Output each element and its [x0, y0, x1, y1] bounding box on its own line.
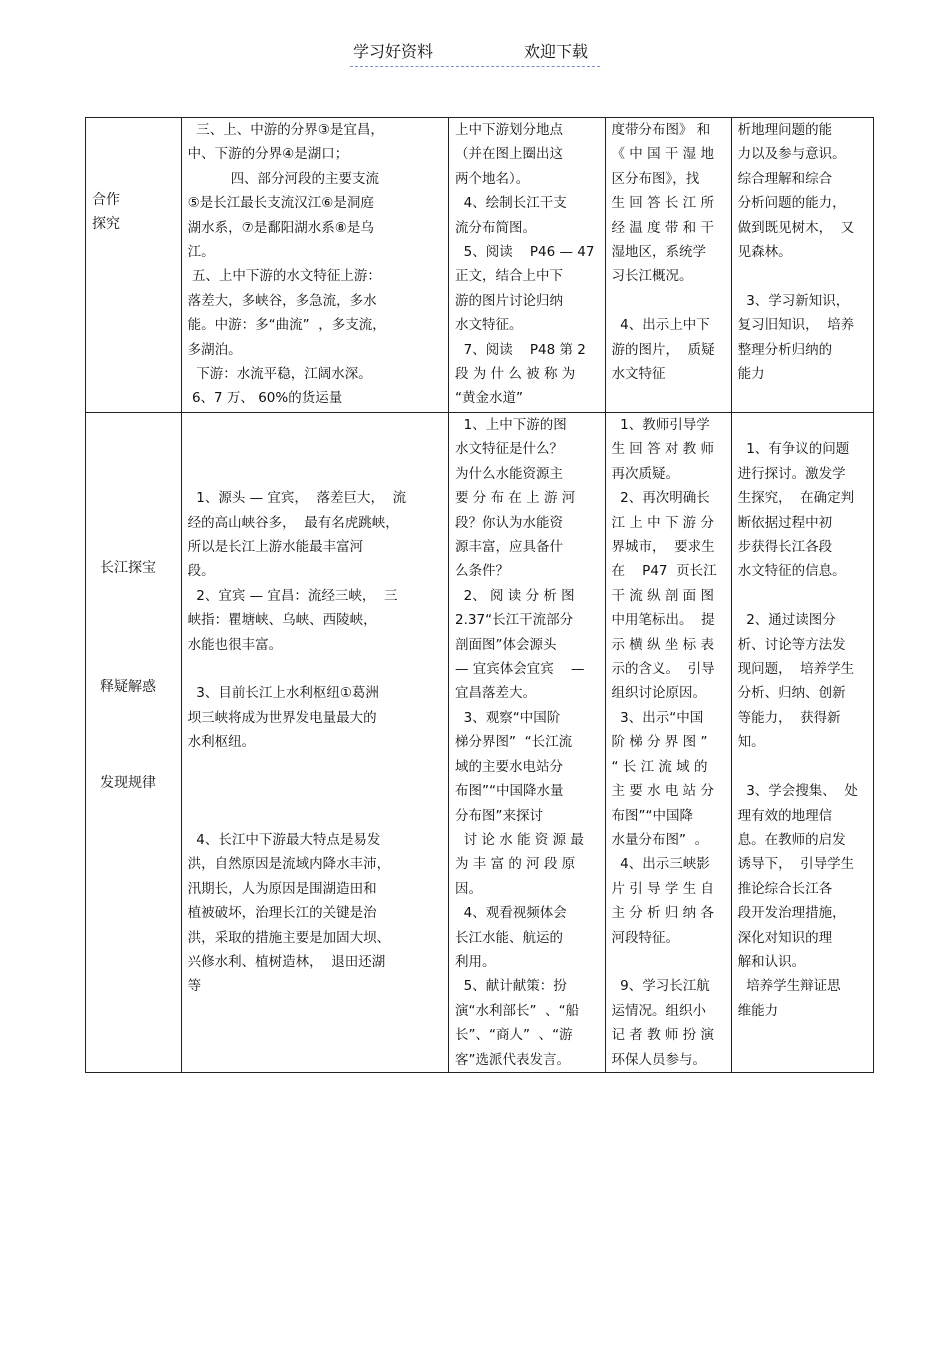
header-left-text: 学习好资料 — [353, 42, 434, 61]
cell-text-line: 诱导下， 引导学生 — [737, 856, 855, 873]
cell-text-line: 源丰富，应具备什 — [455, 539, 564, 556]
cell-text-line: 梯分界图” “长江流 — [455, 734, 573, 751]
cell-text-line: 段 为 什 么 被 称 为 — [455, 366, 576, 383]
cell-text-line: 进行探讨。激发学 — [737, 465, 846, 482]
cell-text-line: （并在图上圈出这 — [455, 146, 564, 163]
cell-text-line: 多湖泊。 — [187, 341, 242, 358]
cell-text-line: 生探究， 在确定判 — [737, 490, 855, 507]
row2-label-treasure: 长江探宝 — [100, 560, 156, 576]
cell-text-line: 利用。 — [455, 953, 496, 970]
cell-text-line: 为 丰 富 的 河 段 原 — [455, 856, 576, 873]
cell-text-line: 阶 梯 分 界 图 ” — [611, 734, 708, 751]
cell-text-line: 游的图片， 质疑 — [611, 341, 715, 358]
cell-text-line: 分析、归纳、创新 — [737, 685, 846, 702]
row1-student-activity-cell — [449, 118, 606, 413]
cell-text-line: 经 温 度 带 和 干 — [611, 219, 714, 236]
cell-text-line: 生 回 答 对 教 师 — [611, 441, 714, 458]
cell-text-line: 5、献计献策：扮 — [455, 978, 567, 995]
cell-text-line: 为什么水能资源主 — [455, 465, 564, 482]
cell-text-line: 力以及参与意识。 — [737, 146, 846, 163]
cell-text-line: 1、有争议的问题 — [737, 441, 850, 458]
cell-text-line: 解和认识。 — [737, 953, 806, 970]
cell-text-line — [188, 804, 442, 828]
cell-text-line: 3、观察“中国阶 — [455, 709, 561, 726]
cell-text-line: 4、出示三峡影 — [611, 856, 710, 873]
cell-text-line: 水利枢纽。 — [187, 734, 256, 751]
cell-text-line: 深化对知识的理 — [737, 929, 833, 946]
cell-text-line: 复习旧知识， 培养 — [737, 317, 855, 334]
row2-design-intent-cell — [731, 413, 873, 1073]
cell-text-line — [188, 413, 442, 437]
cell-text-line: 现问题， 培养学生 — [737, 661, 855, 678]
cell-text-line: 维能力 — [737, 1002, 779, 1019]
cell-text-line: 知。 — [737, 734, 765, 751]
cell-text-line — [738, 413, 867, 437]
cell-text-line: 组织讨论原因。 — [611, 685, 707, 702]
cell-text-line: 水文特征 — [611, 366, 666, 383]
cell-text-line: 讨 论 水 能 资 源 最 — [455, 831, 584, 848]
cell-text-line: 因。 — [455, 880, 483, 897]
cell-text-line: 步获得长江各段 — [737, 539, 833, 556]
cell-text-line: 1、源头 — 宜宾， 落差巨大， 流 — [187, 490, 407, 507]
cell-text-line: 客”选派代表发言。 — [455, 1051, 571, 1068]
cell-text-line: 段？你认为水能资 — [455, 514, 564, 531]
cell-text-line: 湖水系，⑦是鄱阳湖水系⑧是乌 — [187, 219, 374, 236]
cell-text-line: 习长江概况。 — [611, 268, 693, 285]
cell-text-line: 江 上 中 下 游 分 — [611, 514, 714, 531]
cell-text-line: 段开发治理措施， — [737, 905, 846, 922]
cell-text-line: 水量分布图” 。 — [611, 831, 709, 848]
cell-text-line: 6、7 万、 60%的货运量 — [187, 390, 343, 407]
cell-text-line: 三、上、中游的分界③是宜昌， — [187, 122, 384, 138]
cell-text-line — [738, 264, 867, 288]
cell-text-line: 经的高山峡谷多， 最有名虎跳峡， — [187, 514, 399, 531]
header-right-text: 欢迎下载 — [524, 42, 589, 61]
cell-text-line: 1、上中下游的图 — [455, 417, 567, 433]
cell-text-line: 4、出示上中下 — [611, 317, 710, 334]
cell-text-line: 汛期长，人为原因是围湖造田和 — [187, 880, 377, 897]
cell-text-line: 生 回 答 长 江 所 — [611, 195, 714, 212]
cell-text-line: 段。 — [187, 563, 215, 580]
row2-student-activity-cell — [449, 413, 606, 1073]
cell-text-line: 上中下游划分地点 — [455, 122, 564, 138]
cell-text-line: 主 分 析 归 纳 各 — [611, 905, 714, 922]
cell-text-line: “黄金水道” — [455, 390, 524, 407]
cell-text-line — [612, 289, 725, 313]
cell-text-line: 度带分布图》 和 — [611, 122, 711, 138]
cell-text-line: 下游：水流平稳，江阔水深。 — [187, 366, 372, 383]
cell-text-line — [738, 755, 867, 779]
cell-text-line: 2、再次明确长 — [611, 490, 710, 507]
cell-text-line: 要 分 布 在 上 游 河 — [455, 490, 576, 507]
cell-text-line: 2.37“长江干流部分 — [455, 612, 574, 629]
cell-text-line: 分析问题的能力， — [737, 195, 846, 212]
cell-text-line: 见森林。 — [737, 244, 792, 261]
cell-text-line — [612, 950, 725, 974]
cell-text-line: 洪，采取的措施主要是加固大坝、 — [187, 929, 391, 946]
cell-text-line: 剖面图”体会源头 — [455, 636, 557, 653]
cell-text-line: 1、教师引导学 — [611, 417, 710, 433]
cell-text-line: 么条件？ — [455, 563, 510, 580]
row2-teacher-activity-cell — [605, 413, 731, 1073]
cell-text-line: 7、阅读 P48 第 2 — [455, 341, 586, 358]
cell-text-line: 2、 阅 读 分 析 图 — [455, 587, 575, 604]
cell-text-line: 析地理问题的能 — [737, 122, 833, 138]
cell-text-line: 《 中 国 干 湿 地 — [611, 146, 714, 163]
cell-text-line: 等能力， 获得新 — [737, 709, 841, 726]
table-row — [86, 118, 874, 413]
cell-text-line: 水文特征的信息。 — [737, 563, 846, 580]
cell-text-line: 分布图”来探讨 — [455, 807, 544, 824]
cell-text-line: 整理分析归纳的 — [737, 341, 833, 358]
cell-text-line: 兴修水利、植树造林， 退田还湖 — [187, 953, 386, 970]
cell-text-line: 布图”“中国降 — [611, 807, 694, 824]
cell-text-line: 等 — [187, 978, 202, 995]
cell-text-line: 湿地区，系统学 — [611, 244, 707, 261]
cell-text-line: 运情况。组织小 — [611, 1002, 707, 1019]
cell-text-line: 再次质疑。 — [611, 465, 680, 482]
cell-text-line: 4、长江中下游最大特点是易发 — [187, 831, 381, 848]
cell-text-line: 息。在教师的启发 — [737, 831, 846, 848]
cell-text-line: 江。 — [187, 244, 215, 261]
row1-label-line: 合作 — [92, 192, 120, 208]
cell-text-line: 断依据过程中初 — [737, 514, 833, 531]
cell-text-line: ⑤是长江最长支流汉江⑥是洞庭 — [187, 195, 374, 212]
cell-text-line: 游的图片讨论归纳 — [455, 292, 564, 309]
cell-text-line: 坝三峡将成为世界发电量最大的 — [187, 709, 377, 726]
cell-text-line: 中用笔标出。 提 — [611, 612, 715, 629]
cell-text-line: 域的主要水电站分 — [455, 758, 564, 775]
cell-text-line — [188, 437, 442, 461]
cell-text-line: 做到既见树木， 又 — [737, 219, 855, 236]
lesson-plan-table — [85, 117, 874, 1073]
row2-label-rules: 发现规律 — [100, 775, 156, 791]
row1-design-intent-cell — [731, 118, 873, 413]
cell-text-line: — 宜宾体会宜宾 — — [455, 661, 585, 678]
row1-label-cell — [86, 118, 182, 413]
cell-text-line: 界城市， 要求生 — [611, 539, 715, 556]
cell-text-line: 洪，自然原因是流域内降水丰沛， — [187, 856, 391, 873]
cell-text-line — [738, 584, 867, 608]
cell-text-line: 示 横 纵 坐 标 表 — [611, 636, 714, 653]
cell-text-line: 析、讨论等方法发 — [737, 636, 846, 653]
cell-text-line: 综合理解和综合 — [737, 170, 833, 187]
cell-text-line — [188, 779, 442, 803]
cell-text-line — [188, 462, 442, 486]
cell-text-line: 在 P47 页长江 — [611, 563, 717, 580]
cell-text-line: 9、学习长江航 — [611, 978, 710, 995]
cell-text-line: 五、上中下游的水文特征上游： — [187, 268, 381, 285]
cell-text-line: 河段特征。 — [611, 929, 680, 946]
cell-text-line: 宜昌落差大。 — [455, 685, 537, 702]
cell-text-line: 区分布图》，找 — [611, 170, 700, 187]
cell-text-line: 能。中游：多“曲流” ，多支流， — [187, 317, 386, 334]
cell-text-line: 落差大，多峡谷，多急流，多水 — [187, 292, 377, 309]
cell-text-line: 植被破坏，治理长江的关键是治 — [187, 905, 377, 922]
cell-text-line: 培养学生辩证思 — [737, 978, 841, 995]
cell-text-line: 布图”“中国降水量 — [455, 783, 564, 800]
cell-text-line: 中、下游的分界④是湖口； — [187, 146, 349, 163]
cell-text-line: 3、学习新知识， — [737, 292, 850, 309]
cell-text-line: 环保人员参与。 — [611, 1051, 707, 1068]
cell-text-line: 长”、“商人” 、“游 — [455, 1027, 573, 1044]
cell-text-line: 峡指：瞿塘峡、乌峡、西陵峡， — [187, 612, 377, 629]
cell-text-line: 4、绘制长江干支 — [455, 195, 567, 212]
row1-teacher-activity-cell — [605, 118, 731, 413]
cell-text-line: 主 要 水 电 站 分 — [611, 783, 714, 800]
cell-text-line: 流分布简图。 — [455, 219, 537, 236]
cell-text-line: 所以是长江上游水能最丰富河 — [187, 539, 364, 556]
cell-text-line: 水文特征。 — [455, 317, 523, 334]
row2-label-doubts: 释疑解惑 — [100, 679, 156, 695]
cell-text-line: 3、出示“中国 — [611, 709, 704, 726]
cell-text-line — [188, 657, 442, 681]
row1-content-cell — [181, 118, 448, 413]
cell-text-line: 演“水利部长” 、“船 — [455, 1002, 580, 1019]
row1-label-line: 探究 — [92, 216, 120, 233]
cell-text-line: 2、通过读图分 — [737, 612, 836, 629]
cell-text-line: 两个地名）。 — [455, 170, 530, 187]
cell-text-line: 示的含义。 引导 — [611, 661, 715, 678]
cell-text-line: 水能也很丰富。 — [187, 636, 283, 653]
cell-text-line: 理有效的地理信 — [737, 807, 833, 824]
cell-text-line: 干 流 纵 剖 面 图 — [611, 587, 714, 604]
cell-text-line: 3、目前长江上水利枢纽①葛洲 — [187, 685, 379, 702]
cell-text-line: 正文，结合上中下 — [455, 268, 564, 285]
cell-text-line: 3、学会搜集、 处 — [737, 783, 858, 800]
cell-text-line: 推论综合长江各 — [737, 880, 833, 897]
row2-label-cell — [86, 413, 182, 1073]
cell-text-line: 5、阅读 P46 — 47 — [455, 244, 595, 261]
cell-text-line — [188, 755, 442, 779]
cell-text-line: 2、宜宾 — 宜昌：流经三峡， 三 — [187, 587, 398, 604]
table-row — [86, 413, 874, 1073]
page-header — [350, 40, 600, 67]
cell-text-line: 记 者 教 师 扮 演 — [611, 1027, 714, 1044]
cell-text-line: 长江水能、航运的 — [455, 929, 564, 946]
cell-text-line: 片 引 导 学 生 自 — [611, 880, 714, 897]
cell-text-line: “ 长 江 流 域 的 — [611, 758, 708, 775]
cell-text-line: 能力 — [737, 366, 765, 383]
row2-content-cell — [181, 413, 448, 1073]
cell-text-line: 四、部分河段的主要支流 — [187, 170, 380, 187]
cell-text-line: 水文特征是什么？ — [455, 441, 564, 458]
cell-text-line: 4、观看视频体会 — [455, 905, 567, 922]
